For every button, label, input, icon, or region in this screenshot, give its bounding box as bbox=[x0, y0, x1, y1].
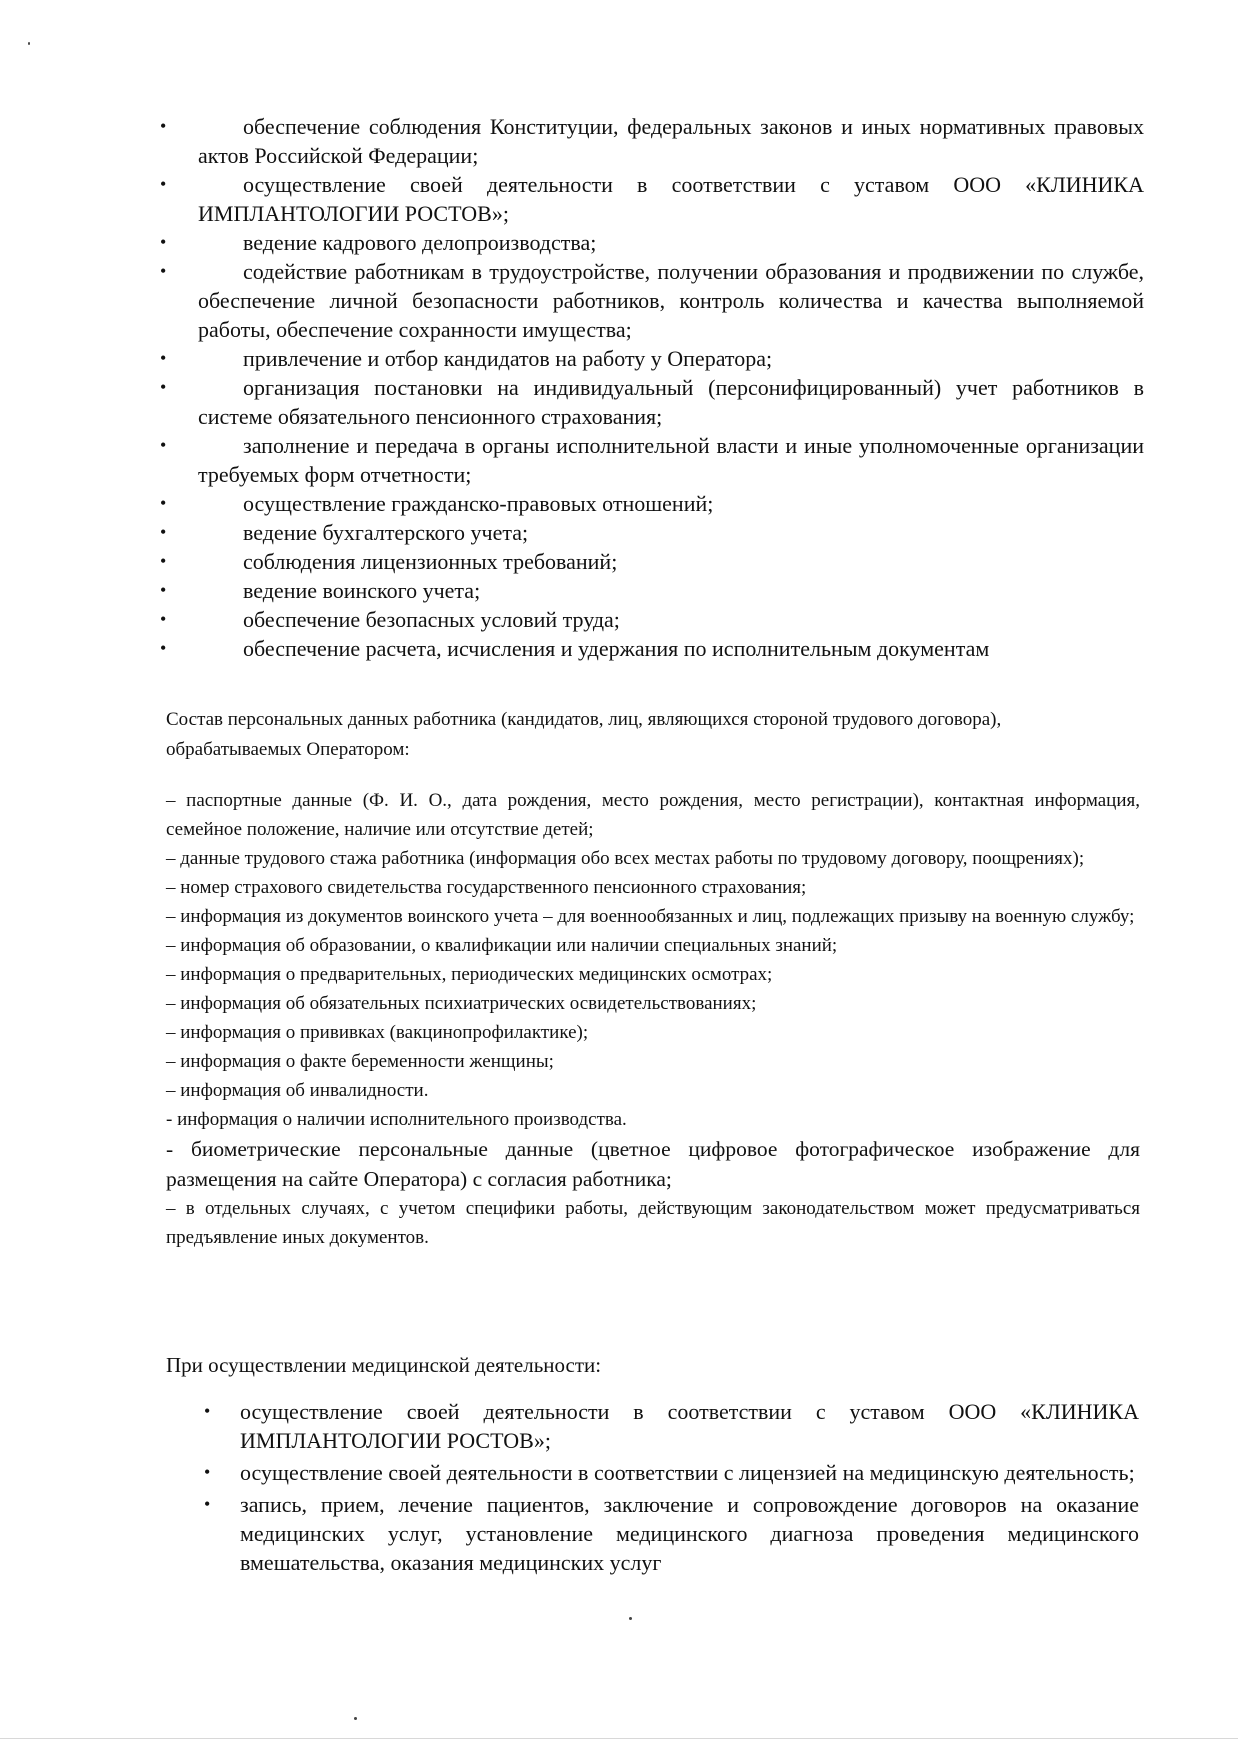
list-item bbox=[158, 489, 1144, 518]
list-item: – в отдельных случаях, с учетом специфики работы, действующим законодательством может предусматриваться предъявление иных документов. bbox=[166, 1198, 1140, 1248]
bullet-icon: • bbox=[160, 174, 167, 194]
list-item bbox=[158, 257, 1144, 344]
list-item: – информация об обязательных психиатрических освидетельствованиях; bbox=[166, 993, 757, 1014]
scan-speck bbox=[28, 42, 30, 45]
list-item bbox=[158, 576, 1144, 605]
list-item-text: запись, прием, лечение пациентов, заключение и сопровождение договоров на оказание медицинских услуг, установление медицинского диагноза проведения медицинского вмешательства, оказания медицинских услуг bbox=[240, 1492, 1139, 1575]
bullet-icon: • bbox=[160, 638, 167, 658]
medical-list bbox=[204, 1397, 1139, 1580]
list-item: - биометрические персональные данные (цветное цифровое фотографическое изображение для размещения на сайте Оператора) с согласия работника; bbox=[166, 1137, 1140, 1191]
list-item bbox=[158, 431, 1144, 489]
bullet-icon: • bbox=[160, 116, 167, 136]
bullet-icon: • bbox=[160, 435, 167, 455]
composition-heading: Состав персональных данных работника (кандидатов, лиц, являющихся стороной трудового договора), обрабатываемых Оператором: bbox=[166, 709, 1002, 760]
list-item: – данные трудового стажа работника (информация обо всех местах работы по трудовому договору, поощрениях); bbox=[166, 848, 1085, 869]
list-item bbox=[158, 634, 1144, 663]
list-item-text: осуществление своей деятельности в соответствии с лицензией на медицинскую деятельность; bbox=[240, 1460, 1135, 1485]
bullet-icon: • bbox=[204, 1494, 211, 1514]
list-item: – информация о факте беременности женщины; bbox=[166, 1051, 554, 1072]
bullet-icon: • bbox=[204, 1401, 211, 1421]
list-item-text: ведение кадрового делопроизводства; bbox=[243, 230, 597, 255]
list-item bbox=[158, 547, 1144, 576]
list-item-text: осуществление своей деятельности в соответствии с уставом ООО «КЛИНИКА ИМПЛАНТОЛОГИИ РОСТОВ»; bbox=[198, 172, 1144, 226]
scan-speck bbox=[354, 1717, 357, 1720]
list-item bbox=[204, 1490, 1139, 1577]
list-item-text: содействие работникам в трудоустройстве, получении образования и продвижении по службе, обеспечение личной безопасности работников, контроль количества и качества выполняемой работы, обеспечение сохранности имущества; bbox=[198, 259, 1144, 342]
purposes-list bbox=[158, 112, 1144, 663]
bullet-icon: • bbox=[160, 493, 167, 513]
list-item bbox=[158, 518, 1144, 547]
list-item-text: заполнение и передача в органы исполнительной власти и иные уполномоченные организации требуемых форм отчетности; bbox=[198, 433, 1144, 487]
list-item bbox=[204, 1397, 1139, 1455]
list-item: – информация о предварительных, периодических медицинских осмотрах; bbox=[166, 964, 773, 985]
list-item: – номер страхового свидетельства государственного пенсионного страхования; bbox=[166, 877, 807, 898]
list-item bbox=[158, 112, 1144, 170]
list-item: – информация об образовании, о квалификации или наличии специальных знаний; bbox=[166, 935, 838, 956]
list-item-text: организация постановки на индивидуальный (персонифицированный) учет работников в системе обязательного пенсионного страхования; bbox=[198, 375, 1144, 429]
list-item-text: ведение воинского учета; bbox=[243, 578, 481, 603]
list-item bbox=[158, 373, 1144, 431]
bullet-icon: • bbox=[160, 377, 167, 397]
bullet-icon: • bbox=[160, 609, 167, 629]
list-item-text: привлечение и отбор кандидатов на работу у Оператора; bbox=[243, 346, 773, 371]
list-item: – информация из документов воинского учета – для военнообязанных и лиц, подлежащих призыву на военную службу; bbox=[166, 906, 1135, 927]
list-item bbox=[158, 228, 1144, 257]
list-item: – информация об инвалидности. bbox=[166, 1080, 429, 1101]
bullet-icon: • bbox=[160, 551, 167, 571]
list-item bbox=[158, 170, 1144, 228]
list-item-text: ведение бухгалтерского учета; bbox=[243, 520, 529, 545]
list-item: – паспортные данные (Ф. И. О., дата рождения, место рождения, место регистрации), контактная информация, семейное положение, наличие или отсутствие детей; bbox=[166, 790, 1140, 840]
scan-speck bbox=[629, 1617, 632, 1620]
bullet-icon: • bbox=[160, 580, 167, 600]
list-item-text: обеспечение соблюдения Конституции, федеральных законов и иных нормативных правовых актов Российской Федерации; bbox=[198, 114, 1144, 168]
bullet-icon: • bbox=[160, 261, 167, 281]
list-item-text: обеспечение расчета, исчисления и удержания по исполнительным документам bbox=[243, 636, 990, 661]
list-item: – информация о прививках (вакцинопрофилактике); bbox=[166, 1022, 589, 1043]
list-item-text: осуществление гражданско-правовых отношений; bbox=[243, 491, 714, 516]
list-item bbox=[158, 605, 1144, 634]
list-item: - информация о наличии исполнительного производства. bbox=[166, 1109, 627, 1130]
composition-list bbox=[166, 786, 1140, 1252]
bullet-icon: • bbox=[160, 232, 167, 252]
list-item-text: осуществление своей деятельности в соответствии с уставом ООО «КЛИНИКА ИМПЛАНТОЛОГИИ РОСТОВ»; bbox=[240, 1399, 1139, 1453]
list-item-text: соблюдения лицензионных требований; bbox=[243, 549, 618, 574]
list-item bbox=[158, 344, 1144, 373]
scan-edge-line bbox=[0, 1738, 1238, 1739]
bullet-icon: • bbox=[204, 1462, 211, 1482]
list-item-text: обеспечение безопасных условий труда; bbox=[243, 607, 620, 632]
medical-heading: При осуществлении медицинской деятельности: bbox=[166, 1353, 602, 1377]
list-item bbox=[204, 1458, 1139, 1487]
bullet-icon: • bbox=[160, 522, 167, 542]
bullet-icon: • bbox=[160, 348, 167, 368]
